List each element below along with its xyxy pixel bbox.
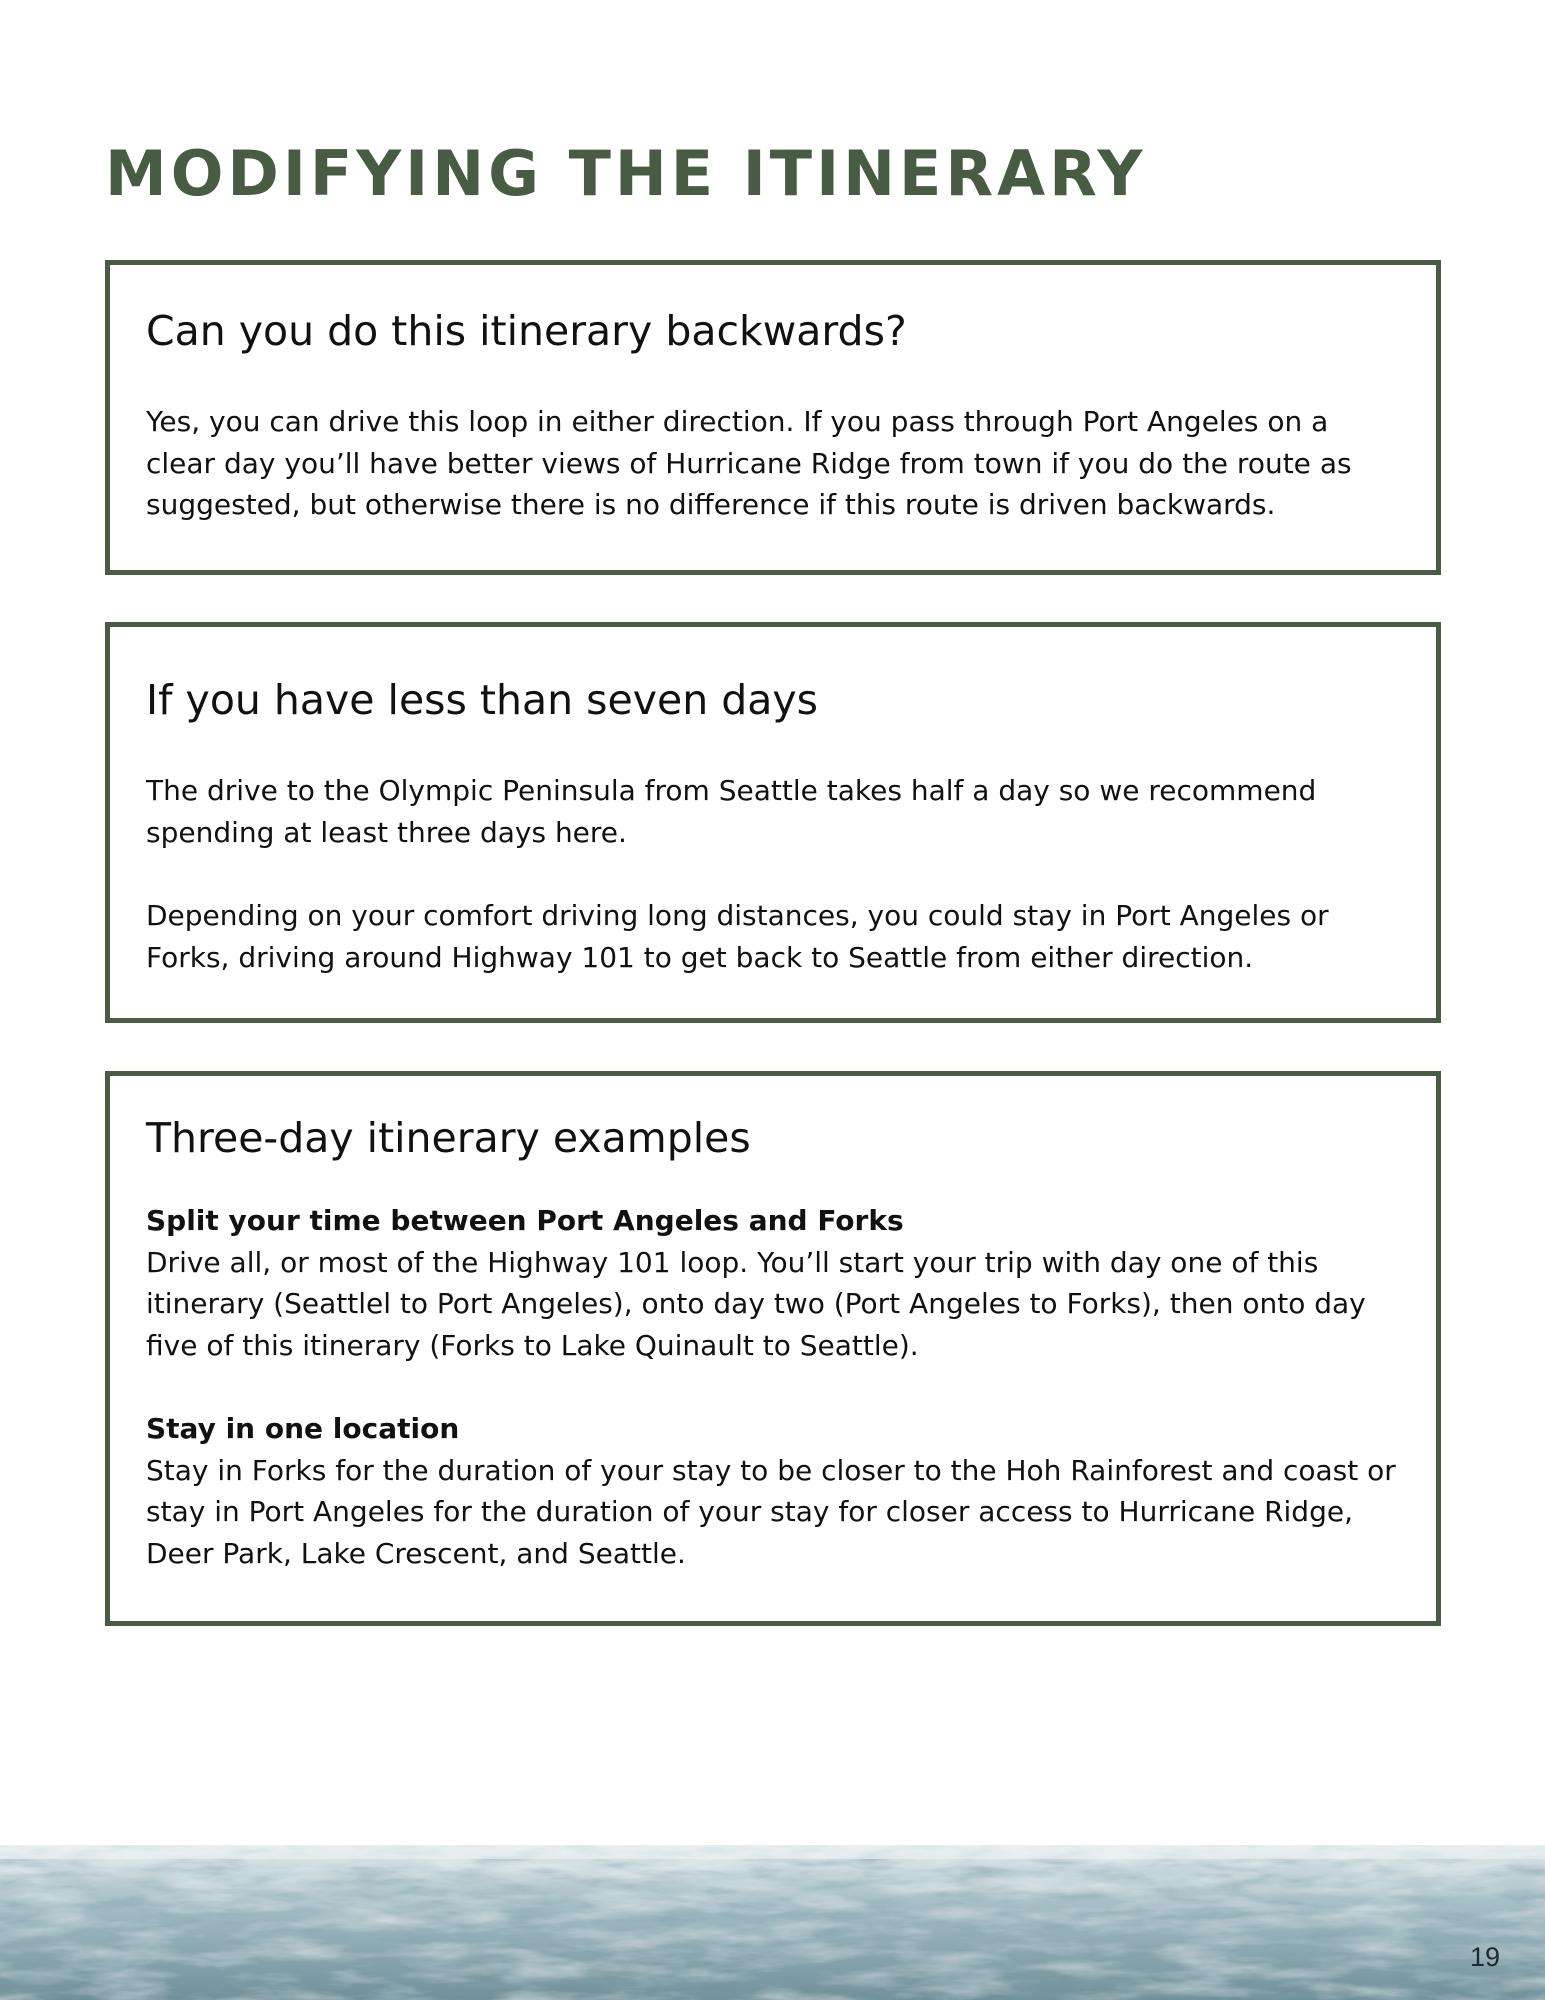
example-title-split-time: Split your time between Port Angeles and Forks: [146, 1204, 904, 1237]
example-title-one-location: Stay in one location: [146, 1412, 460, 1445]
example-text-one-location: Stay in Forks for the duration of your stay to be closer to the Hoh Rainforest and coast or stay in Port Angeles for the duration of your stay for closer access to Hurricane Ridge, Deer Park, Lake Crescent, and Seattle.: [146, 1453, 1396, 1570]
section-heading: Can you do this itinerary backwards?: [146, 307, 907, 355]
section-paragraph: Depending on your comfort driving long distances, you could stay in Port Angeles or Forks, driving around Highway 101 to get back to Seattle from either direction.: [146, 899, 1329, 974]
section-backwards: [105, 260, 1441, 575]
section-paragraph: Yes, you can drive this loop in either direction. If you pass through Port Angeles on a clear day you’ll have better views of Hurricane Ridge from town if you do the route as suggested, but otherwise there is no difference if this route is driven backwards.: [146, 405, 1352, 521]
section-heading: Three-day itinerary examples: [146, 1114, 751, 1162]
ocean-water-photo: [0, 1845, 1545, 2000]
example-text-split-time: Drive all, or most of the Highway 101 loop. You’ll start your trip with day one of this itinerary (Seattlel to Port Angeles), onto day two (Port Angeles to Forks), then onto day five of this itinerary (Forks to Lake Quinault to Seattle).: [146, 1245, 1366, 1362]
page-title: MODIFYING THE ITINERARY: [105, 137, 1147, 210]
section-heading: If you have less than seven days: [146, 676, 818, 724]
section-paragraph: The drive to the Olympic Peninsula from Seattle takes half a day so we recommend spending at least three days here.: [146, 774, 1317, 849]
page-number: 19: [1469, 1942, 1500, 1972]
section-less-than-seven-days: [105, 622, 1441, 1023]
section-three-day-examples: [105, 1071, 1441, 1626]
